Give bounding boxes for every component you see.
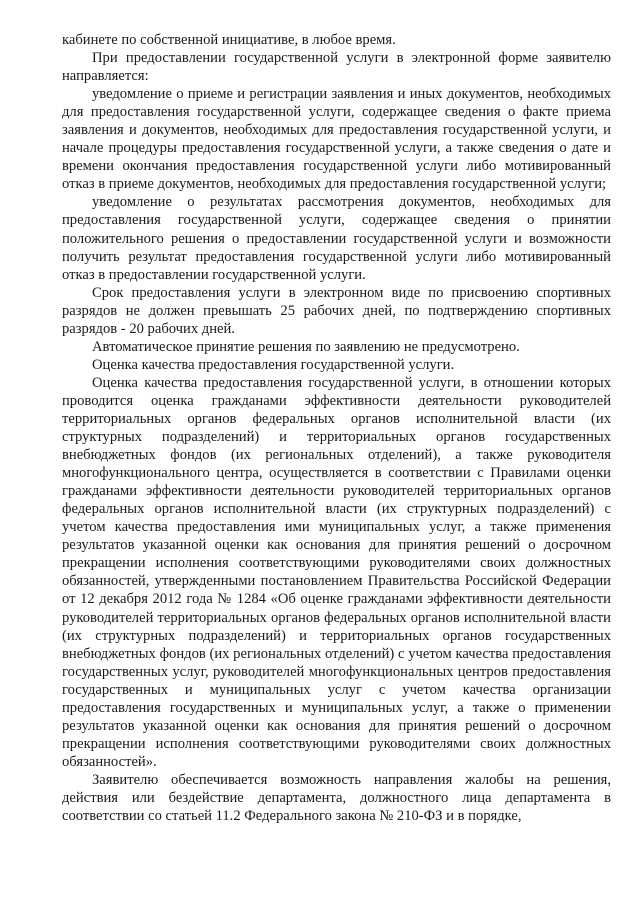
paragraph-continuation: кабинете по собственной инициативе, в любое время. <box>62 32 396 48</box>
document-body <box>62 31 611 825</box>
paragraph-automatic-decision: Автоматическое принятие решения по заявлению не предусмотрено. <box>92 338 520 355</box>
paragraph-electronic-form-notice: При предоставлении государственной услуги в электронной форме заявителю направляется: <box>62 50 611 85</box>
paragraph-quality-assessment: Оценка качества предоставления государственной услуги, в отношении которых проводится оценка гражданами эффективности деятельности руководителей территориальных органов федеральных органов исполнительной власти (их структурных подразделений) и территориальных органов государственных внебюджетных фондов (их региональных отделений), а также руководителя многофункционального центра, осуществляется в соответствии с Правилами оценки гражданами эффективности деятельности руководителей территориальных органов федеральных органов исполнительной власти (их структурных подразделений) с учетом качества предоставления ими муниципальных услуг, а также применения результатов указанной оценки как основания для принятия решений о досрочном прекращении исполнения соответствующими руководителями своих должностных обязанностей, утвержденными постановлением Правительства Российской Федерации от 12 декабря 2012 года № 1284 «Об оценке гражданами эффективности деятельности руководителей территориальных органов федеральных органов исполнительной власти (их структурных подразделений) и территориальных органов государственных внебюджетных фондов (их региональных отделений) с учетом качества предоставления государственных услуг, руководителей многофункциональных центров предоставления государственных и муниципальных услуг с учетом качества организации предоставления государственных и муниципальных услуг, а также о применении результатов указанной оценки как основания для принятия решений о досрочном прекращении исполнения соответствующими руководителями своих должностных обязанностей». <box>62 374 611 770</box>
paragraph-complaint: Заявителю обеспечивается возможность направления жалобы на решения, действия или бездействие департамента, должностного лица департамента в соответствии со статьей 11.2 Федерального закона № 210-ФЗ и в порядке, <box>62 771 611 825</box>
paragraph-results-notification: уведомление о результатах рассмотрения документов, необходимых для предоставления государственной услуги, содержащее сведения о принятии положительного решения о предоставлении государственной услуги и возможности получить результат предоставления государственной услуги либо мотивированный отказ в предоставлении государственной услуги. <box>62 194 611 283</box>
paragraph-service-term: Срок предоставления услуги в электронном виде по присвоению спортивных разрядов не должен превышать 25 рабочих дней, по подтверждению спортивных разрядов - 20 рабочих дней. <box>62 284 611 337</box>
paragraph-quality-heading: Оценка качества предоставления государственной услуги. <box>92 356 455 373</box>
paragraph-receipt-notification: уведомление о приеме и регистрации заявления и иных документов, необходимых для предоставления государственной услуги, содержащее сведения о факте приема заявления и документов, необходимых для предоставления государственной услуги, и начале процедуры предоставления государственной услуги, а также сведения о дате и времени окончания предоставления государственной услуги либо мотивированный отказ в приеме документов, необходимых для предоставления государственной услуги; <box>62 86 611 193</box>
